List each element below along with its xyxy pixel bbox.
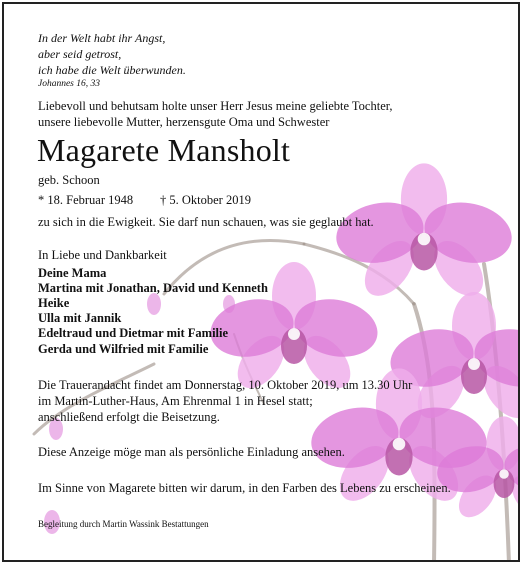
verse-line-3: ich habe die Welt überwunden. [38,63,186,77]
mourner-name: Deine Mama [38,266,107,280]
service-line-2: im Martin-Luther-Haus, Am Ehrenmal 1 in Hesel statt; [38,394,313,408]
deceased-name: Magarete Mansholt [37,132,291,168]
mourner-name: Heike [38,296,70,310]
intro-line-2: unsere liebevolle Mutter, herzensgute Oma und Schwester [38,115,330,129]
colors-request: Im Sinne von Magarete bitten wir darum, in den Farben des Lebens zu erscheinen. [38,481,451,495]
birth-date: * 18. Februar 1948 [38,193,134,207]
obituary-card [2,2,520,562]
invitation-note: Diese Anzeige möge man als persönliche Einladung ansehen. [38,445,345,459]
intro-line-1: Liebevoll und behutsam holte unser Herr Jesus meine geliebte Tochter, [38,99,393,113]
maiden-name: geb. Schoon [38,173,100,187]
mourner-name: Martina mit Jonathan, David und Kenneth [38,281,268,295]
mourner-name: Edeltraud und Dietmar mit Familie [38,326,229,340]
eternity-line: zu sich in die Ewigkeit. Sie darf nun schauen, was sie geglaubt hat. [38,215,374,229]
service-line-3: anschließend erfolgt die Beisetzung. [38,410,220,424]
funeral-home-credit: Begleitung durch Martin Wassink Bestattungen [38,519,209,529]
mourners-intro: In Liebe und Dankbarkeit [38,248,167,262]
mourner-name: Ulla mit Jannik [38,311,122,325]
death-date: † 5. Oktober 2019 [160,193,251,207]
service-line-1: Die Trauerandacht findet am Donnerstag, 10. Oktober 2019, um 13.30 Uhr [38,378,413,392]
verse-reference: Johannes 16, 33 [38,79,101,89]
verse-line-1: In der Welt habt ihr Angst, [38,31,166,45]
verse-line-2: aber seid getrost, [38,47,122,61]
mourner-name: Gerda und Wilfried mit Familie [38,342,209,356]
